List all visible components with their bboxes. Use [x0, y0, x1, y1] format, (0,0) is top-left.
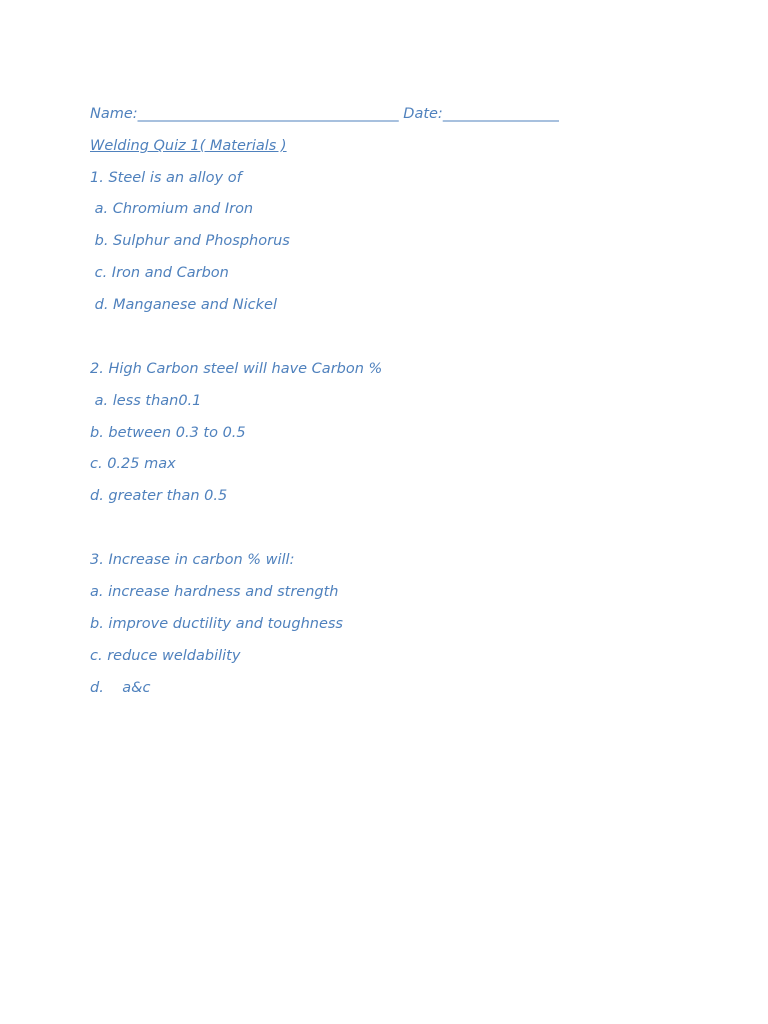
question-2-option-c: c. 0.25 max [90, 456, 176, 472]
question-1-option-c: c. Iron and Carbon [90, 265, 229, 281]
question-3-option-b: b. improve ductility and toughness [90, 616, 343, 632]
quiz-title: Welding Quiz 1( Materials ) [90, 138, 287, 154]
question-1-option-d: d. Manganese and Nickel [90, 297, 277, 313]
question-2-option-b: b. between 0.3 to 0.5 [90, 425, 246, 441]
question-3-option-d: d. a&c [90, 680, 151, 696]
name-date-line: Name:____________________________________ Date:________________ [90, 106, 559, 122]
question-2-option-a: a. less than0.1 [90, 393, 202, 409]
question-3-option-c: c. reduce weldability [90, 648, 241, 664]
question-1-option-a: a. Chromium and Iron [90, 201, 254, 217]
question-3: 3. Increase in carbon % will: [90, 552, 295, 568]
question-1-option-b: b. Sulphur and Phosphorus [90, 233, 290, 249]
question-2: 2. High Carbon steel will have Carbon % [90, 361, 383, 377]
question-2-option-d: d. greater than 0.5 [90, 488, 228, 504]
question-1: 1. Steel is an alloy of [90, 170, 242, 186]
question-3-option-a: a. increase hardness and strength [90, 584, 339, 600]
